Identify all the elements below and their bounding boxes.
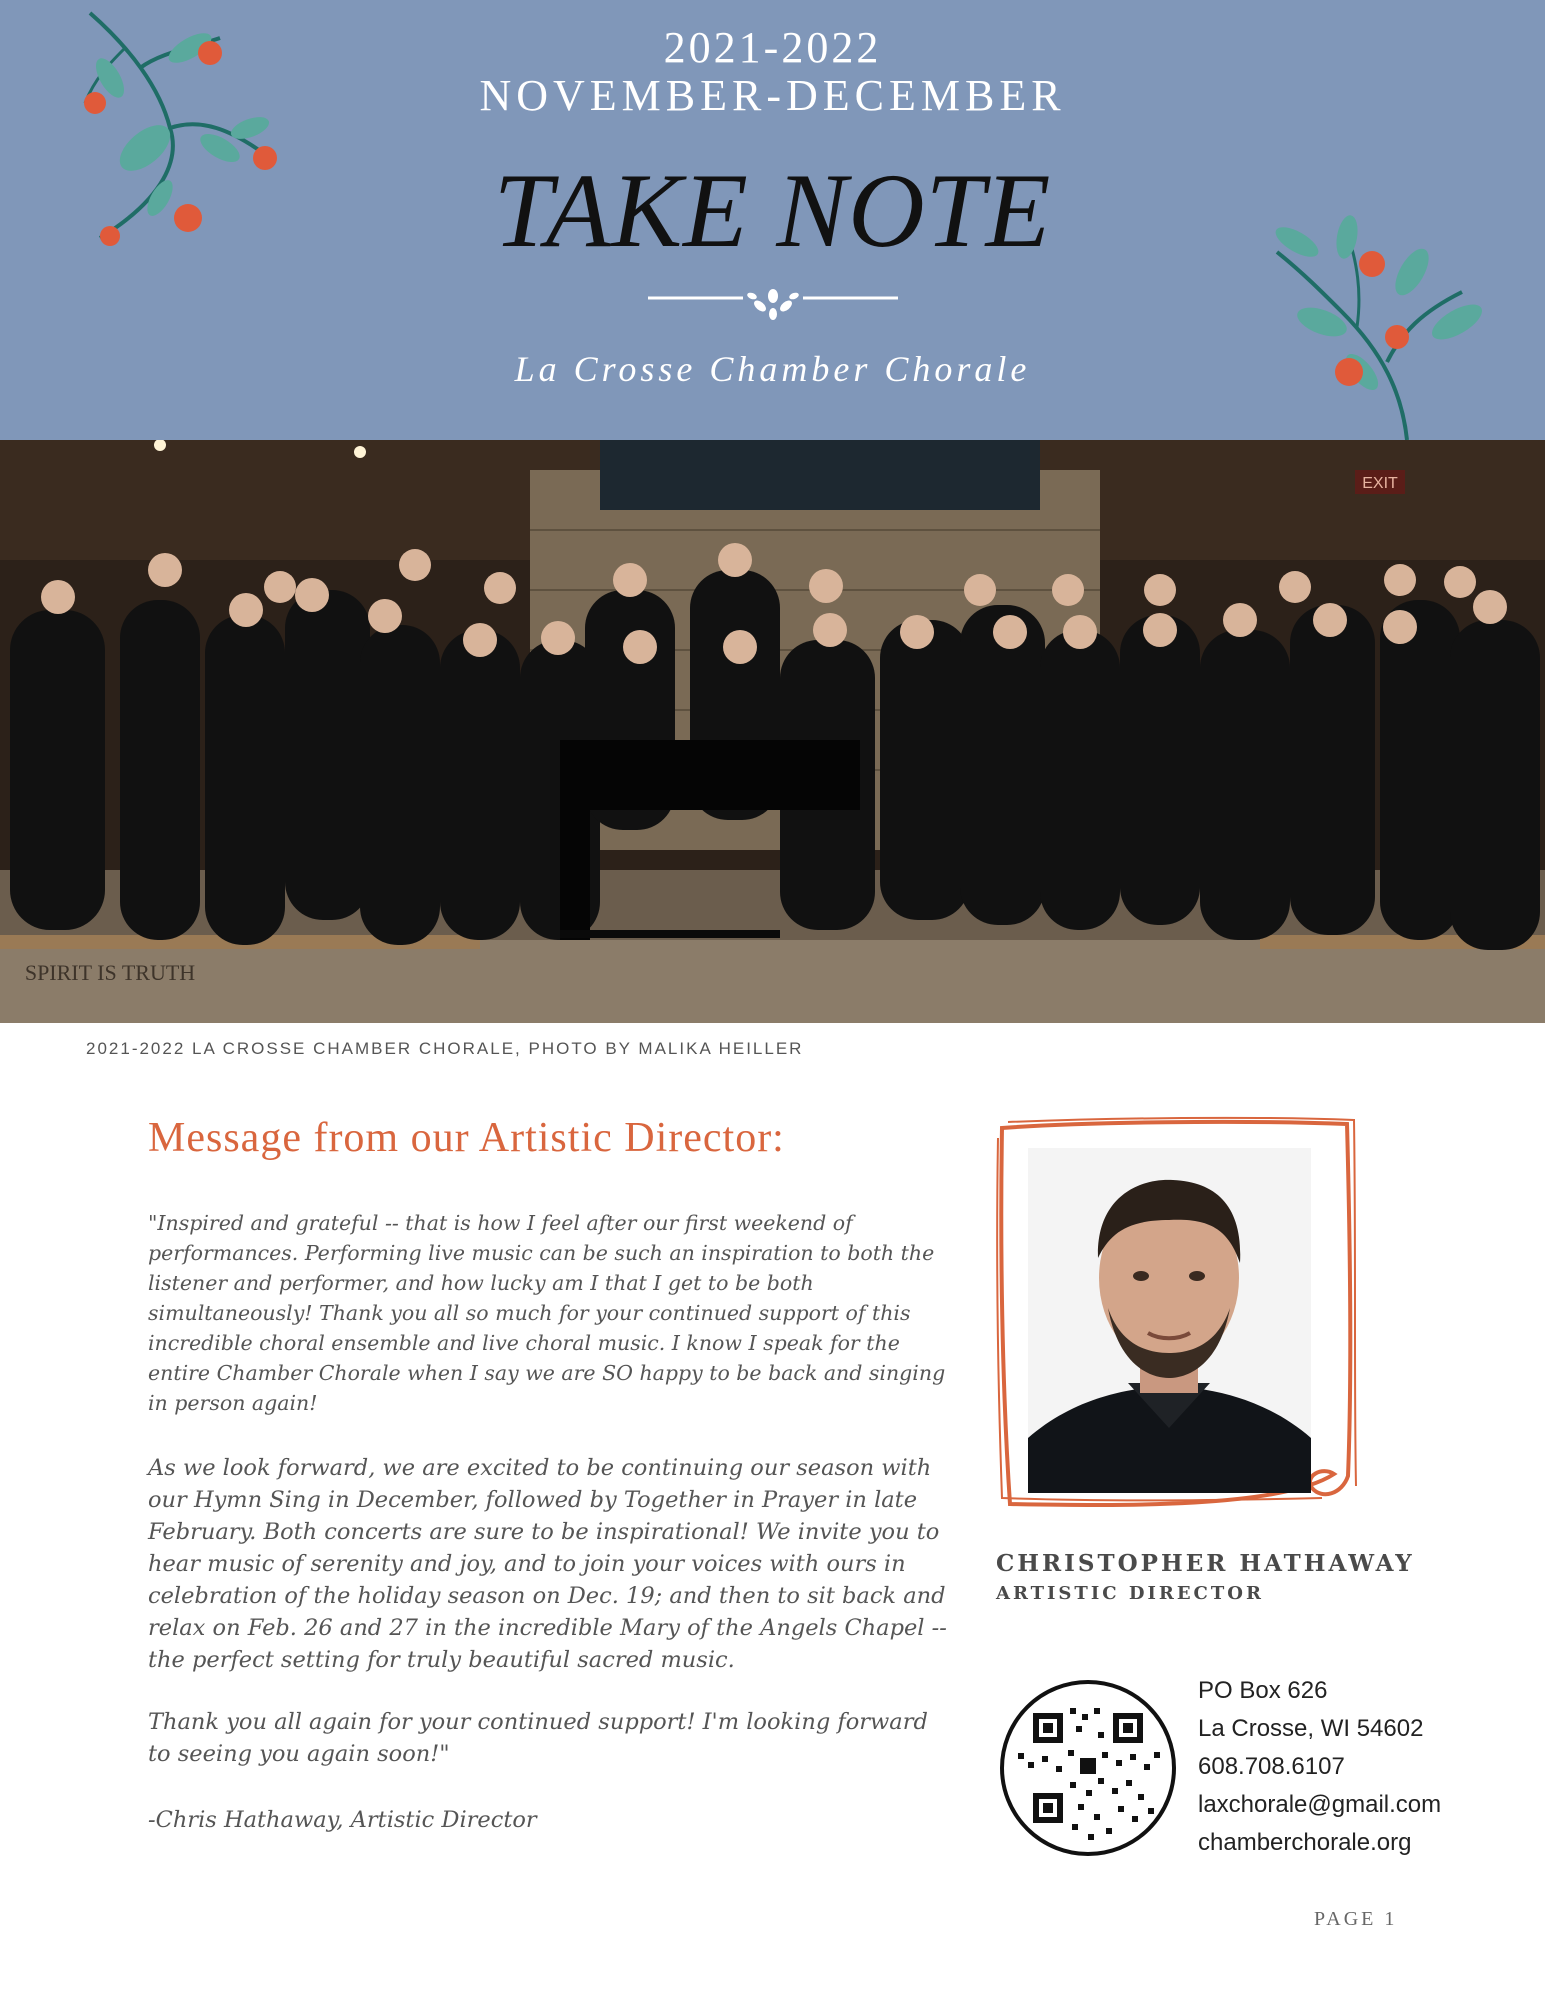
email-link[interactable]: laxchorale@gmail.com bbox=[1198, 1791, 1442, 1818]
exit-sign: EXIT bbox=[1362, 475, 1398, 492]
director-portrait bbox=[1028, 1148, 1311, 1493]
divider-flower-icon bbox=[648, 284, 898, 324]
director-role: ARTISTIC DIRECTOR bbox=[996, 1583, 1264, 1604]
choir-photo-illustration bbox=[0, 440, 1545, 1023]
organization-name: La Crosse Chamber Chorale bbox=[514, 349, 1031, 389]
photo-caption: 2021-2022 LA CROSSE CHAMBER CHORALE, PHOTO BY MALIKA HEILLER bbox=[86, 1039, 804, 1058]
message-heading: Message from our Artistic Director: bbox=[148, 1115, 785, 1161]
choir-photo bbox=[0, 440, 1545, 1023]
website-link[interactable]: chamberchorale.org bbox=[1198, 1829, 1412, 1856]
season-months: NOVEMBER-DECEMBER bbox=[479, 71, 1066, 120]
city-state-zip: La Crosse, WI 54602 bbox=[1198, 1715, 1424, 1742]
header-banner bbox=[0, 0, 1545, 440]
qr-code-icon[interactable] bbox=[998, 1678, 1178, 1858]
po-box: PO Box 626 bbox=[1198, 1677, 1328, 1704]
page-number: PAGE 1 bbox=[1314, 1908, 1398, 1930]
message-paragraph: "Inspired and grateful -- that is how I feel after our first weekend of performances. Performing live music can be such an inspiration to both the listener and performer, and how lucky am I that I get to be both simultaneously! Thank you all so much for your continued support of this incredible choral ensemble and live choral music. I know I speak for the entire Chamber Chorale when I say we are SO happy to be back and singing in person again! bbox=[148, 1211, 946, 1415]
season-years: 2021-2022 bbox=[663, 23, 882, 72]
message-paragraph: Thank you all again for your continued support! I'm looking forward to seeing you again soon!" bbox=[148, 1709, 928, 1767]
phone-number: 608.708.6107 bbox=[1198, 1753, 1345, 1780]
director-name: CHRISTOPHER HATHAWAY bbox=[996, 1550, 1415, 1577]
contact-block bbox=[1198, 1672, 1441, 1862]
newsletter-title: TAKE NOTE bbox=[493, 152, 1052, 269]
banner-text: SPIRIT IS TRUTH bbox=[24, 960, 196, 985]
message-paragraph: As we look forward, we are excited to be continuing our season with our Hymn Sing in December, followed by Together in Prayer in late February. Both concerts are sure to be inspirational! We invite you to hear music of serenity and joy, and to join your voices with ours in celebration of the holiday season on Dec. 19; and then to sit back and relax on Feb. 26 and 27 in the incredible Mary of the Angels Chapel -- the perfect setting for truly beautiful sacred music. bbox=[148, 1455, 947, 1673]
message-signature: -Chris Hathaway, Artistic Director bbox=[148, 1807, 537, 1833]
berry-sprig-icon bbox=[1262, 212, 1492, 440]
